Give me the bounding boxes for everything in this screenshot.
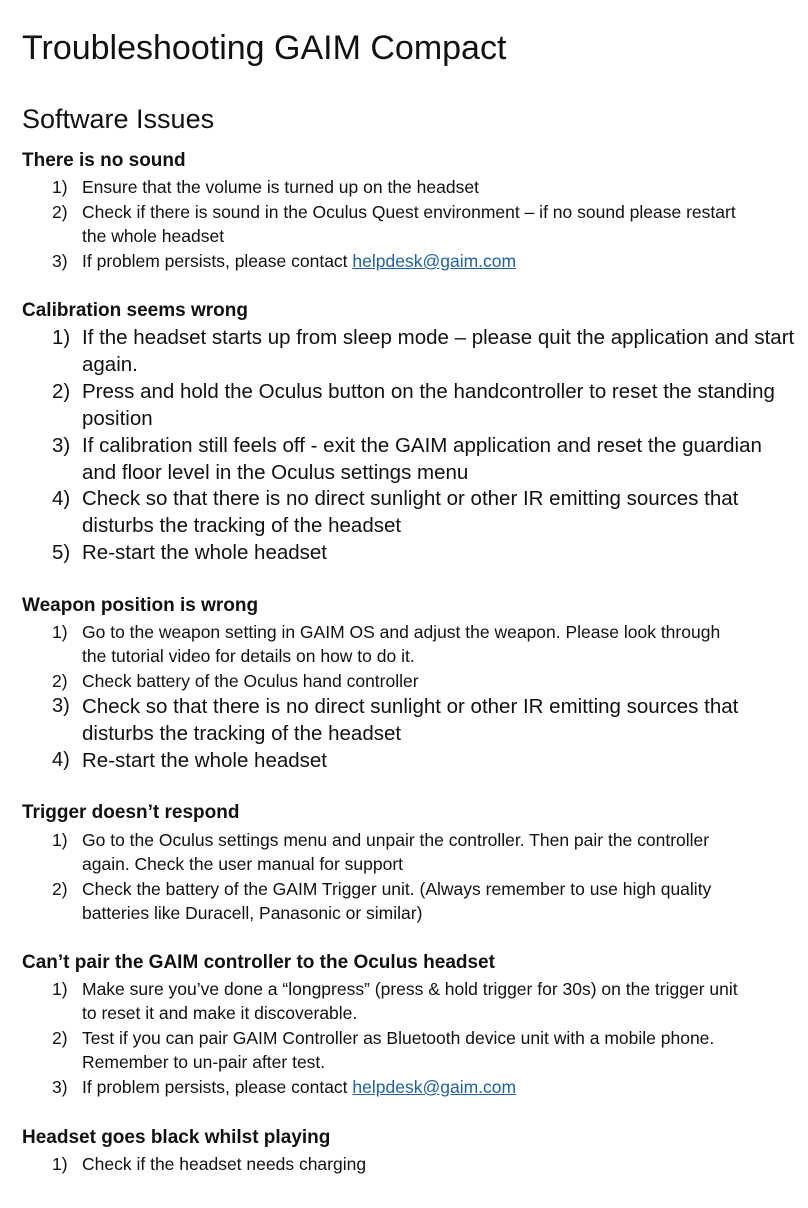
list-number: 4) — [52, 487, 71, 510]
list-item-text: Test if you can pair GAIM Controller as Bluetooth device unit with a mobile phone. — [82, 1028, 715, 1048]
list-item-text: and floor level in the Oculus settings menu — [82, 461, 469, 484]
list-number: 3) — [52, 695, 70, 717]
helpdesk-email-link[interactable]: helpdesk@gaim.com — [352, 1077, 517, 1097]
list-item-text: again. Check the user manual for support — [82, 854, 404, 874]
heading-calibration: Calibration seems wrong — [22, 300, 248, 321]
list-item-text: disturbs the tracking of the headset — [82, 722, 402, 745]
list-item-text: If the headset starts up from sleep mode – please quit the application and start — [82, 326, 795, 349]
helpdesk-email-link[interactable]: helpdesk@gaim.com — [352, 251, 517, 271]
list-number: 3) — [52, 1077, 68, 1097]
list-item-text — [82, 1075, 516, 1099]
list-item-text: Check battery of the Oculus hand controller — [82, 671, 419, 691]
list-item-text: to reset it and make it discoverable. — [82, 1003, 358, 1023]
list-number: 1) — [52, 830, 68, 850]
list-item-text: Press and hold the Oculus button on the handcontroller to reset the standing — [82, 380, 775, 403]
contact-text: If problem persists, please contact — [82, 251, 353, 271]
list-number: 1) — [52, 1154, 68, 1174]
list-item-text: the tutorial video for details on how to do it. — [82, 646, 415, 666]
list-item-text: batteries like Duracell, Panasonic or similar) — [82, 903, 423, 923]
section-title: Software Issues — [22, 104, 215, 134]
heading-trigger: Trigger doesn’t respond — [22, 802, 240, 823]
list-item-text: Check the battery of the GAIM Trigger unit. (Always remember to use high quality — [82, 879, 712, 899]
list-number: 5) — [52, 541, 71, 564]
list-number: 2) — [52, 671, 68, 691]
heading-no-sound: There is no sound — [22, 150, 186, 171]
list-number: 1) — [52, 622, 68, 642]
list-item-text: Re-start the whole headset — [82, 541, 327, 564]
list-item-text: Check if the headset needs charging — [82, 1154, 367, 1174]
list-item-text — [82, 249, 516, 273]
list-item-text: Make sure you’ve done a “longpress” (press & hold trigger for 30s) on the trigger unit — [82, 979, 738, 999]
list-number: 2) — [52, 202, 68, 222]
list-item-text: Go to the weapon setting in GAIM OS and adjust the weapon. Please look through — [82, 622, 721, 642]
list-number: 2) — [52, 380, 71, 403]
list-item-text: Check if there is sound in the Oculus Quest environment – if no sound please restart — [82, 202, 736, 222]
list-number: 2) — [52, 879, 68, 899]
list-item-text: Ensure that the volume is turned up on the headset — [82, 177, 479, 197]
page-title: Troubleshooting GAIM Compact — [22, 29, 507, 67]
contact-text: If problem persists, please contact — [82, 1077, 353, 1097]
list-item-text: Check so that there is no direct sunlight or other IR emitting sources that — [82, 695, 739, 718]
heading-cant-pair: Can’t pair the GAIM controller to the Oculus headset — [22, 952, 495, 973]
heading-weapon-position: Weapon position is wrong — [22, 595, 259, 616]
list-item-text: position — [82, 407, 153, 430]
list-number: 3) — [52, 434, 71, 457]
list-number: 1) — [52, 177, 68, 197]
list-item-text: Re-start the whole headset — [82, 749, 327, 772]
list-item-text: Remember to un-pair after test. — [82, 1052, 326, 1072]
heading-headset-black: Headset goes black whilst playing — [22, 1127, 331, 1148]
list-item-text: Check so that there is no direct sunlight or other IR emitting sources that — [82, 487, 739, 510]
list-item-text: Go to the Oculus settings menu and unpair the controller. Then pair the controller — [82, 830, 710, 850]
list-number: 3) — [52, 251, 68, 271]
list-number: 1) — [52, 979, 68, 999]
list-item-text: disturbs the tracking of the headset — [82, 514, 402, 537]
list-item-text: the whole headset — [82, 226, 225, 246]
list-number: 4) — [52, 749, 70, 771]
list-number: 1) — [52, 326, 71, 349]
list-number: 2) — [52, 1028, 68, 1048]
list-item-text: again. — [82, 353, 138, 376]
list-item-text: If calibration still feels off - exit the GAIM application and reset the guardian — [82, 434, 762, 457]
